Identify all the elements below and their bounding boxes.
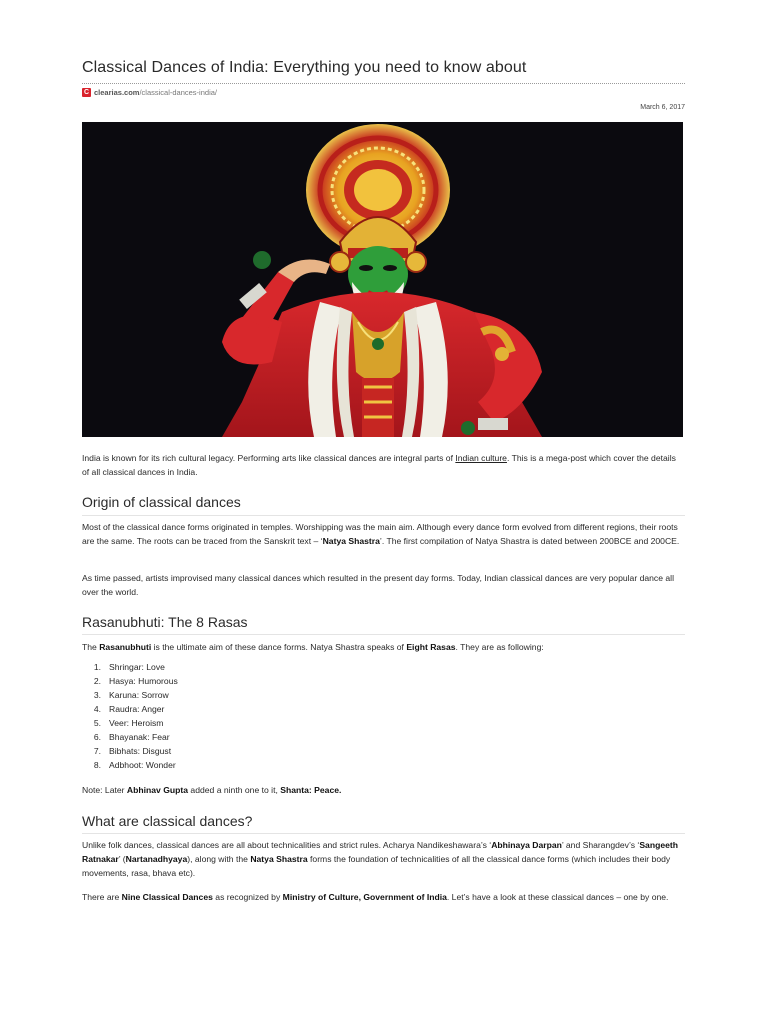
abhinaya-darpan-bold: Abhinaya Darpan — [491, 840, 562, 850]
list-item — [82, 744, 382, 758]
heading-rasanubhuti-rule — [82, 634, 685, 635]
rasa-p1-text-b: is the ultimate aim of these dance forms. Natya Shastra speaks of — [151, 642, 407, 652]
what-paragraph-2 — [82, 890, 685, 904]
list-item — [82, 758, 382, 772]
sangeeth-ratnakar-bold: Sangeeth Ratnakar — [82, 840, 678, 864]
list-item — [82, 660, 382, 674]
list-item-text: Karuna: Sorrow — [109, 690, 169, 700]
rasas-list — [82, 660, 382, 772]
source-link[interactable] — [82, 88, 217, 97]
natya-shastra-bold-2: Natya Shastra — [250, 854, 308, 864]
title-divider — [82, 83, 685, 84]
what-p1-text-a: Unlike folk dances, classical dances are all about technicalities and strict rules. Acharya Nandikeshawara’s ‘ — [82, 840, 492, 850]
list-item — [82, 716, 382, 730]
list-item-text: Bibhats: Disgust — [109, 746, 172, 756]
list-item-number: 7. — [93, 746, 101, 756]
ninth-rasa-note — [82, 783, 685, 797]
origin-paragraph-2: As time passed, artists improvised many classical dances which resulted in the present day forms. Today, Indian classical dances are very popular dance all over the world. — [82, 573, 674, 597]
natya-shastra-bold: Natya Shastra — [322, 536, 380, 546]
heading-rasanubhuti: Rasanubhuti: The 8 Rasas — [82, 614, 248, 630]
list-item-number: 3. — [93, 690, 101, 700]
list-item — [82, 688, 382, 702]
heading-what-are-classical-dances: What are classical dances? — [82, 813, 253, 829]
intro-text-1: India is known for its rich cultural legacy. Performing arts like classical dances are integral parts of — [82, 453, 456, 463]
intro-paragraph — [82, 451, 685, 479]
rasa-p1-text-c: . They are as following: — [455, 642, 544, 652]
list-item-number: 8. — [93, 760, 101, 770]
abhinav-gupta-bold: Abhinav Gupta — [126, 785, 189, 795]
hero-image-kathakali-dancer — [82, 122, 683, 437]
note-text-b: added a ninth one to it, — [188, 785, 281, 795]
heading-origin-rule — [82, 515, 685, 516]
list-item-text: Bhayanak: Fear — [109, 732, 170, 742]
what-p2-text-c: . Let’s have a look at these classical dances – one by one. — [446, 892, 669, 902]
origin-p1-text-b: ’. The first compilation of Natya Shastra is dated between 200BCE and 200CE. — [379, 536, 680, 546]
rasa-p1-text-a: The — [82, 642, 100, 652]
heading-what-rule — [82, 833, 685, 834]
nartanadhyaya-bold: Nartanadhyaya — [125, 854, 188, 864]
heading-origin: Origin of classical dances — [82, 494, 241, 510]
what-p2-text-a: There are — [82, 892, 122, 902]
rasanubhuti-paragraph — [82, 640, 685, 654]
what-p1-text-c: ’ ( — [118, 854, 126, 864]
note-text-a: Note: Later — [82, 785, 127, 795]
eight-rasas-bold: Eight Rasas — [406, 642, 456, 652]
list-item-number: 6. — [93, 732, 101, 742]
shanta-peace-bold: Shanta: Peace. — [280, 785, 342, 795]
origin-p1-text-a: Most of the classical dance forms originated in temples. Worshipping was the main aim. Although every dance form evolved from different regions, their roots are the same. The roots can be traced from the Sanskrit text – ‘ — [82, 522, 678, 546]
source-path: /classical-dances-india/ — [139, 88, 217, 97]
list-item — [82, 730, 382, 744]
list-item-number: 4. — [93, 704, 101, 714]
list-item-text: Adbhoot: Wonder — [109, 760, 176, 770]
list-item — [82, 702, 382, 716]
clearias-logo-icon: C — [83, 89, 90, 96]
list-item-text: Raudra: Anger — [109, 704, 165, 714]
what-paragraph-1 — [82, 838, 685, 880]
intro-text-2: . This is a mega-post which cover the details of all classical dances in India. — [82, 453, 676, 477]
list-item-text: Shringar: Love — [109, 662, 165, 672]
what-p1-text-d: ), along with the — [187, 854, 251, 864]
list-item-number: 5. — [93, 718, 101, 728]
publish-date: March 6, 2017 — [640, 104, 685, 111]
rasanubhuti-bold: Rasanubhuti — [99, 642, 152, 652]
what-p1-text-e: forms the foundation of technicalities of all the classical dance forms (which includes their body movements, rasa, bhava etc). — [82, 854, 671, 878]
article-title: Classical Dances of India: Everything you need to know about — [82, 59, 527, 76]
list-item — [82, 674, 382, 688]
kathakali-dancer-illustration — [82, 122, 683, 437]
source-domain: clearias.com — [94, 88, 140, 97]
list-item-number: 2. — [93, 676, 101, 686]
list-item-number: 1. — [93, 662, 101, 672]
ministry-of-culture-bold: Ministry of Culture, Government of India — [282, 892, 447, 902]
list-item-text: Veer: Heroism — [109, 718, 164, 728]
what-p2-text-b: as recognized by — [212, 892, 283, 902]
origin-paragraph-1 — [82, 520, 685, 548]
what-p1-text-b: ’ and Sharangdev’s ‘ — [561, 840, 640, 850]
nine-classical-dances-bold: Nine Classical Dances — [121, 892, 213, 902]
list-item-text: Hasya: Humorous — [109, 676, 178, 686]
indian-culture-link[interactable]: Indian culture — [455, 453, 507, 463]
